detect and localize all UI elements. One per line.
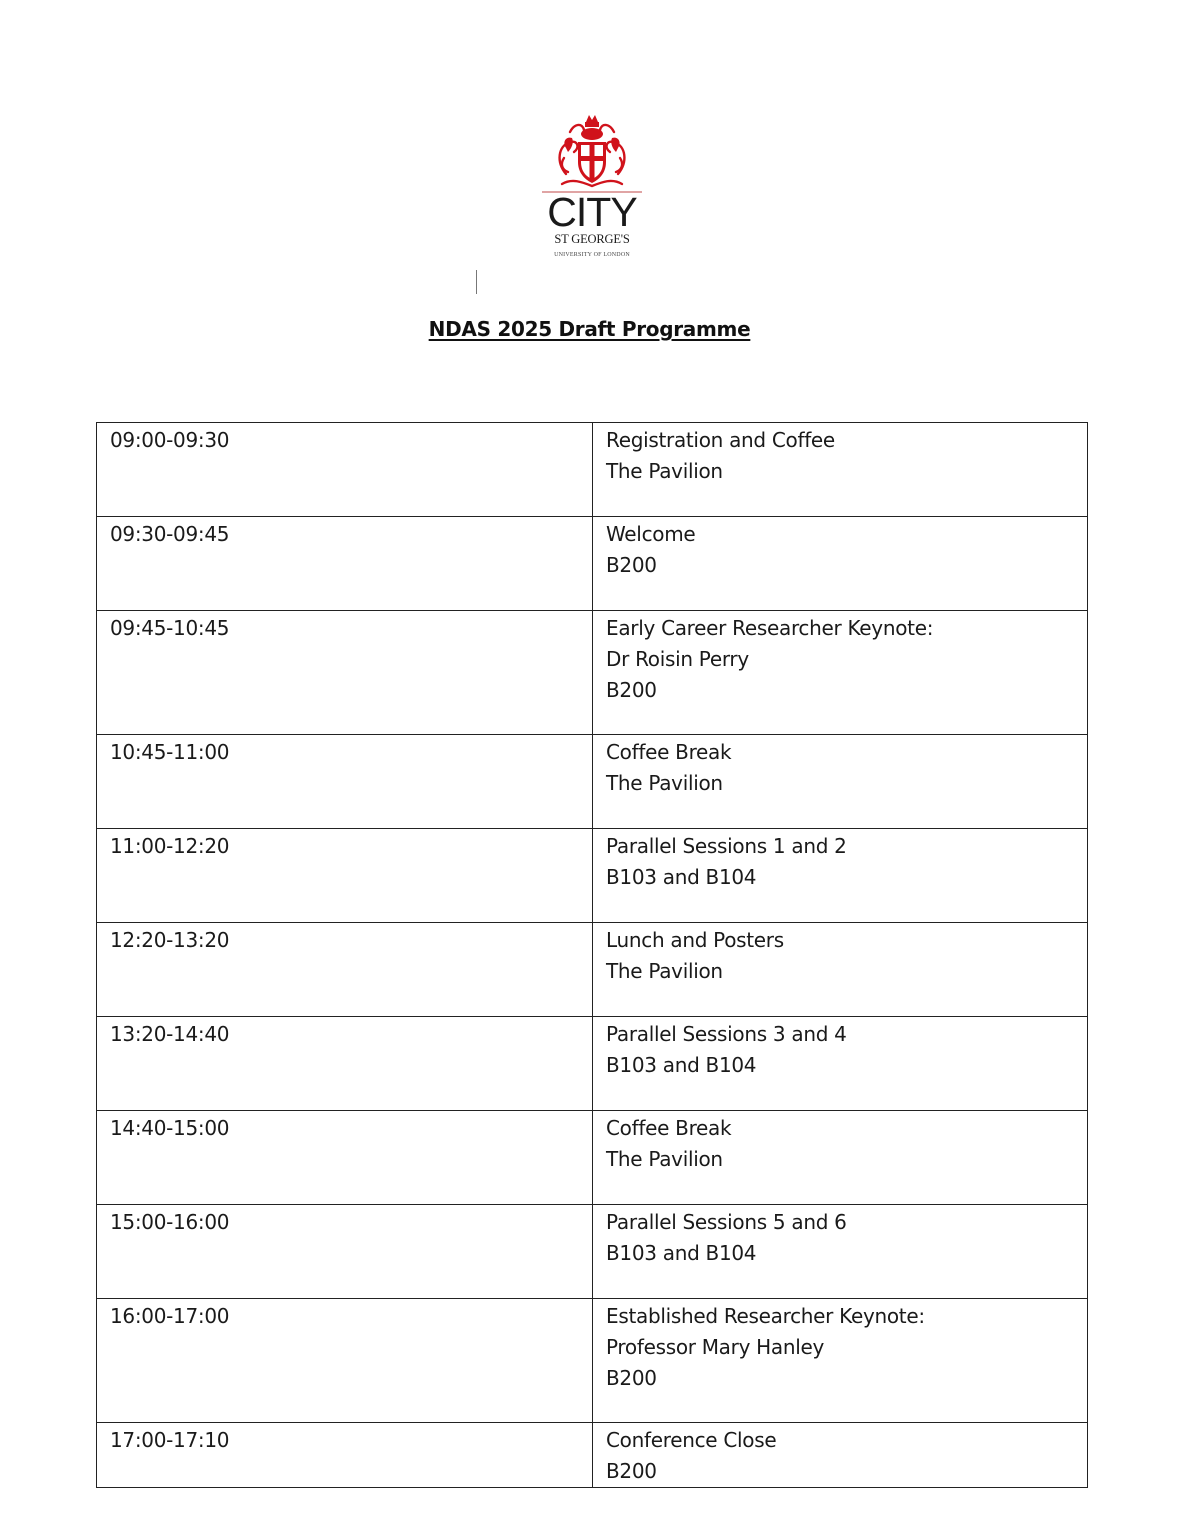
table-row [97, 611, 1088, 735]
event-cell [593, 1423, 1088, 1488]
table-row [97, 1423, 1088, 1488]
event-title: Welcome [606, 522, 696, 546]
event-cell [593, 1111, 1088, 1205]
event-title: Parallel Sessions 3 and 4 [606, 1022, 847, 1046]
event-title: Lunch and Posters [606, 928, 784, 952]
university-logo [538, 112, 646, 270]
table-row [97, 1299, 1088, 1423]
event-detail: B200 [606, 553, 657, 577]
time-cell: 12:20-13:20 [97, 923, 593, 1017]
event-cell [593, 923, 1088, 1017]
time-cell: 15:00-16:00 [97, 1205, 593, 1299]
event-cell [593, 423, 1088, 517]
page-title: NDAS 2025 Draft Programme [428, 317, 751, 341]
event-detail: The Pavilion [606, 771, 723, 795]
logo-wordmark: CITY [547, 189, 637, 235]
programme-table [96, 422, 1088, 1488]
logo-subtitle: ST GEORGE'S [554, 232, 630, 246]
table-row [97, 1111, 1088, 1205]
event-detail: B200 [606, 1366, 657, 1390]
time-cell: 09:30-09:45 [97, 517, 593, 611]
table-row [97, 1017, 1088, 1111]
event-cell [593, 1299, 1088, 1423]
event-title: Early Career Researcher Keynote: [606, 616, 934, 640]
event-cell [593, 611, 1088, 735]
table-row [97, 517, 1088, 611]
time-cell: 17:00-17:10 [97, 1423, 593, 1488]
event-detail: B103 and B104 [606, 1053, 757, 1077]
time-cell: 16:00-17:00 [97, 1299, 593, 1423]
event-detail: Dr Roisin Perry [606, 647, 749, 671]
event-detail: B103 and B104 [606, 865, 757, 889]
table-row [97, 735, 1088, 829]
event-detail: B200 [606, 1459, 657, 1483]
event-detail: Professor Mary Hanley [606, 1335, 825, 1359]
event-cell [593, 1017, 1088, 1111]
event-cell [593, 735, 1088, 829]
event-detail: The Pavilion [606, 1147, 723, 1171]
time-cell: 10:45-11:00 [97, 735, 593, 829]
time-cell: 11:00-12:20 [97, 829, 593, 923]
table-row [97, 1205, 1088, 1299]
time-cell: 09:45-10:45 [97, 611, 593, 735]
event-cell [593, 829, 1088, 923]
table-row [97, 423, 1088, 517]
table-row [97, 923, 1088, 1017]
event-title: Parallel Sessions 1 and 2 [606, 834, 847, 858]
event-detail: The Pavilion [606, 959, 723, 983]
time-cell: 14:40-15:00 [97, 1111, 593, 1205]
event-detail: The Pavilion [606, 459, 723, 483]
table-row [97, 829, 1088, 923]
event-title: Coffee Break [606, 740, 732, 764]
event-title: Coffee Break [606, 1116, 732, 1140]
time-cell: 09:00-09:30 [97, 423, 593, 517]
time-cell: 13:20-14:40 [97, 1017, 593, 1111]
text-cursor [476, 270, 477, 294]
coat-of-arms-icon [552, 112, 632, 190]
event-cell [593, 517, 1088, 611]
event-detail: B200 [606, 678, 657, 702]
event-title: Parallel Sessions 5 and 6 [606, 1210, 847, 1234]
event-title: Conference Close [606, 1428, 777, 1452]
event-title: Registration and Coffee [606, 428, 835, 452]
logo-tagline: UNIVERSITY OF LONDON [554, 252, 630, 258]
event-detail: B103 and B104 [606, 1241, 757, 1265]
event-title: Established Researcher Keynote: [606, 1304, 925, 1328]
event-cell [593, 1205, 1088, 1299]
